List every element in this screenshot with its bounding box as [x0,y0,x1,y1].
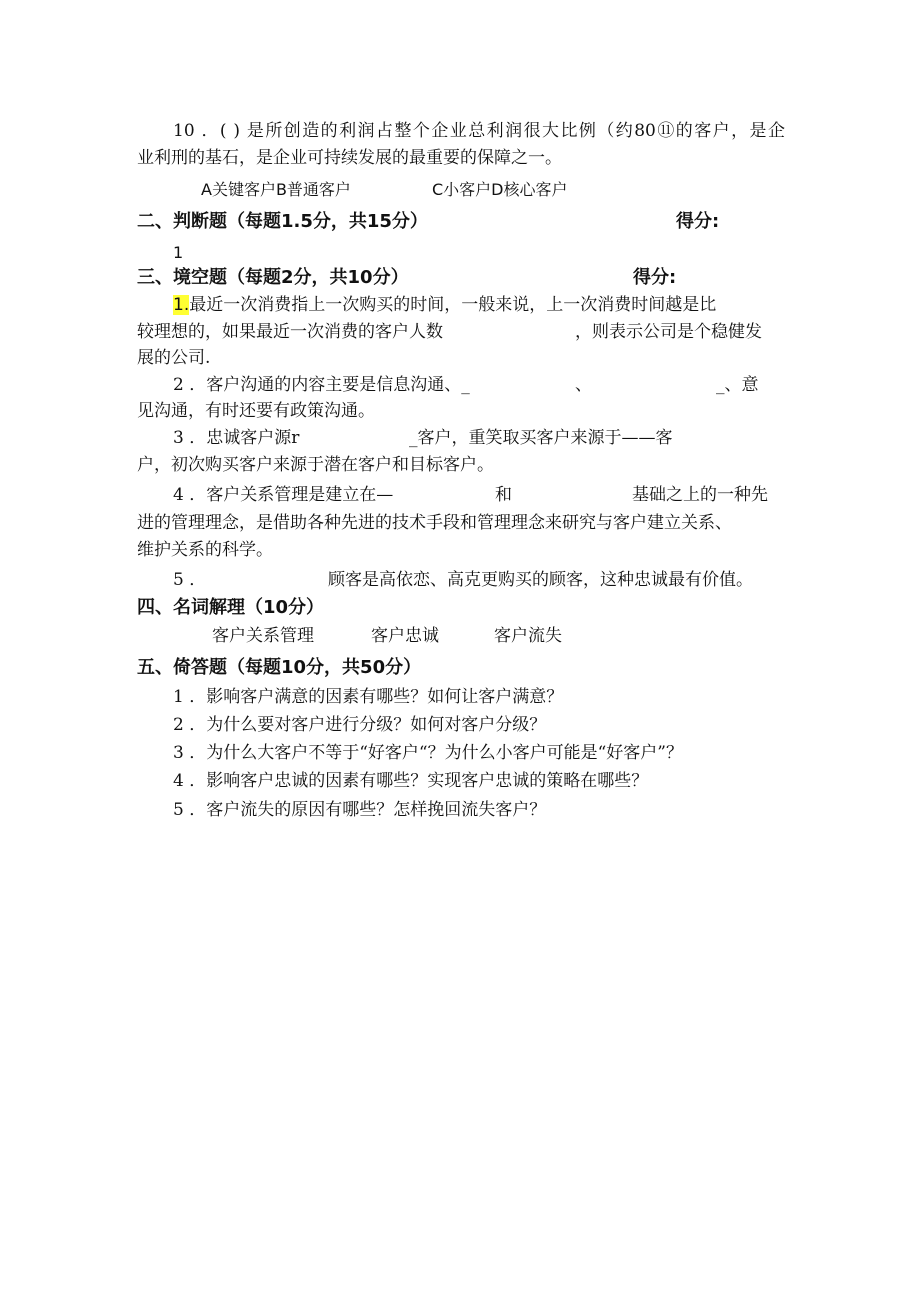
term-crm: 客户关系管理 [212,626,314,646]
section-4-title: 四、名词解理（10分） [137,597,325,618]
fill-item-3-b: _客户，重笑取买客户来源于——客 [409,428,673,448]
fill-item-3-line2: 户，初次购买客户来源于潜在客户和目标客户。 [137,455,494,475]
term-churn: 客户流失 [494,626,562,646]
fill-item-4-line3: 维护关系的科学。 [137,540,273,560]
essay-question-3: 3 ．为什么大客户不等于“好客户“？为什么小客户可能是“好客户”？ [173,743,683,763]
fill-item-1-line2b: ，则表示公司是个稳健发 [575,322,762,342]
section-2-title: 二、判断题（每题1.5分，共15分） [137,211,428,232]
section-3-score: 得分: [633,267,677,288]
q10-option-cd: C小客户D核心客户 [432,180,568,199]
fill-item-1-line2a: 较理想的，如果最近一次消费的客户人数 [137,322,443,342]
fill-item-2-line2: 见沟通，有时还要有政策沟通。 [137,401,375,421]
section-3-title: 三、境空题（每题2分，共10分） [137,267,409,288]
q10-line2: 业利刑的基石，是企业可持续发展的最重要的保障之一。 [137,148,562,168]
fill-item-2-c: _、意 [716,375,759,395]
essay-question-2: 2 ．为什么要对客户进行分级？如何对客户分级？ [173,715,547,735]
essay-question-5: 5 ．客户流失的原因有哪些？怎样挽回流失客户？ [173,800,547,820]
fill-item-1-line1: 1.最近一次消费指上一次购买的时间，一般来说，上一次消费时间越是比 [173,295,717,315]
fill-item-4-a: 4 ．客户关系管理是建立在— [173,485,394,505]
term-loyalty: 客户忠诚 [371,626,439,646]
fill-item-2-b: 、 [575,375,592,395]
fill-item-4-line2: 进的管理理念，是借助各种先进的技术手段和管理理念来研究与客户建立关系、 [137,513,732,533]
section-2-score: 得分: [676,211,720,232]
section-2-line: 1 [173,243,184,262]
section-5-title: 五、倚答题（每题10分，共50分） [137,657,422,678]
fill-item-4-b: 和 [495,485,512,505]
fill-item-5-a: 5 ． [173,570,207,590]
fill-item-5-b: 顾客是高依恋、高克更购买的顾客，这种忠诚最有价值。 [328,570,753,590]
fill-item-2-a: 2 ．客户沟通的内容主要是信息沟通、_ [173,375,470,395]
fill-item-1-number: 1. [173,295,190,315]
essay-question-4: 4 ．影响客户忠诚的因素有哪些？实现客户忠诚的策略在哪些？ [173,771,649,791]
fill-item-3-a: 3 ．忠诚客户源r [173,428,300,448]
q10-line1: 10 ．( ) 是所创造的利润占整个企业总利润很大比例（约80⑪的客户，是企 [173,121,785,141]
fill-item-4-c: 基础之上的一种先 [632,485,768,505]
fill-item-1-line3: 展的公司. [137,348,211,368]
essay-question-1: 1 ．影响客户满意的因素有哪些？如何让客户满意？ [173,687,564,707]
q10-option-ab: A关键客户B普通客户 [201,180,351,199]
